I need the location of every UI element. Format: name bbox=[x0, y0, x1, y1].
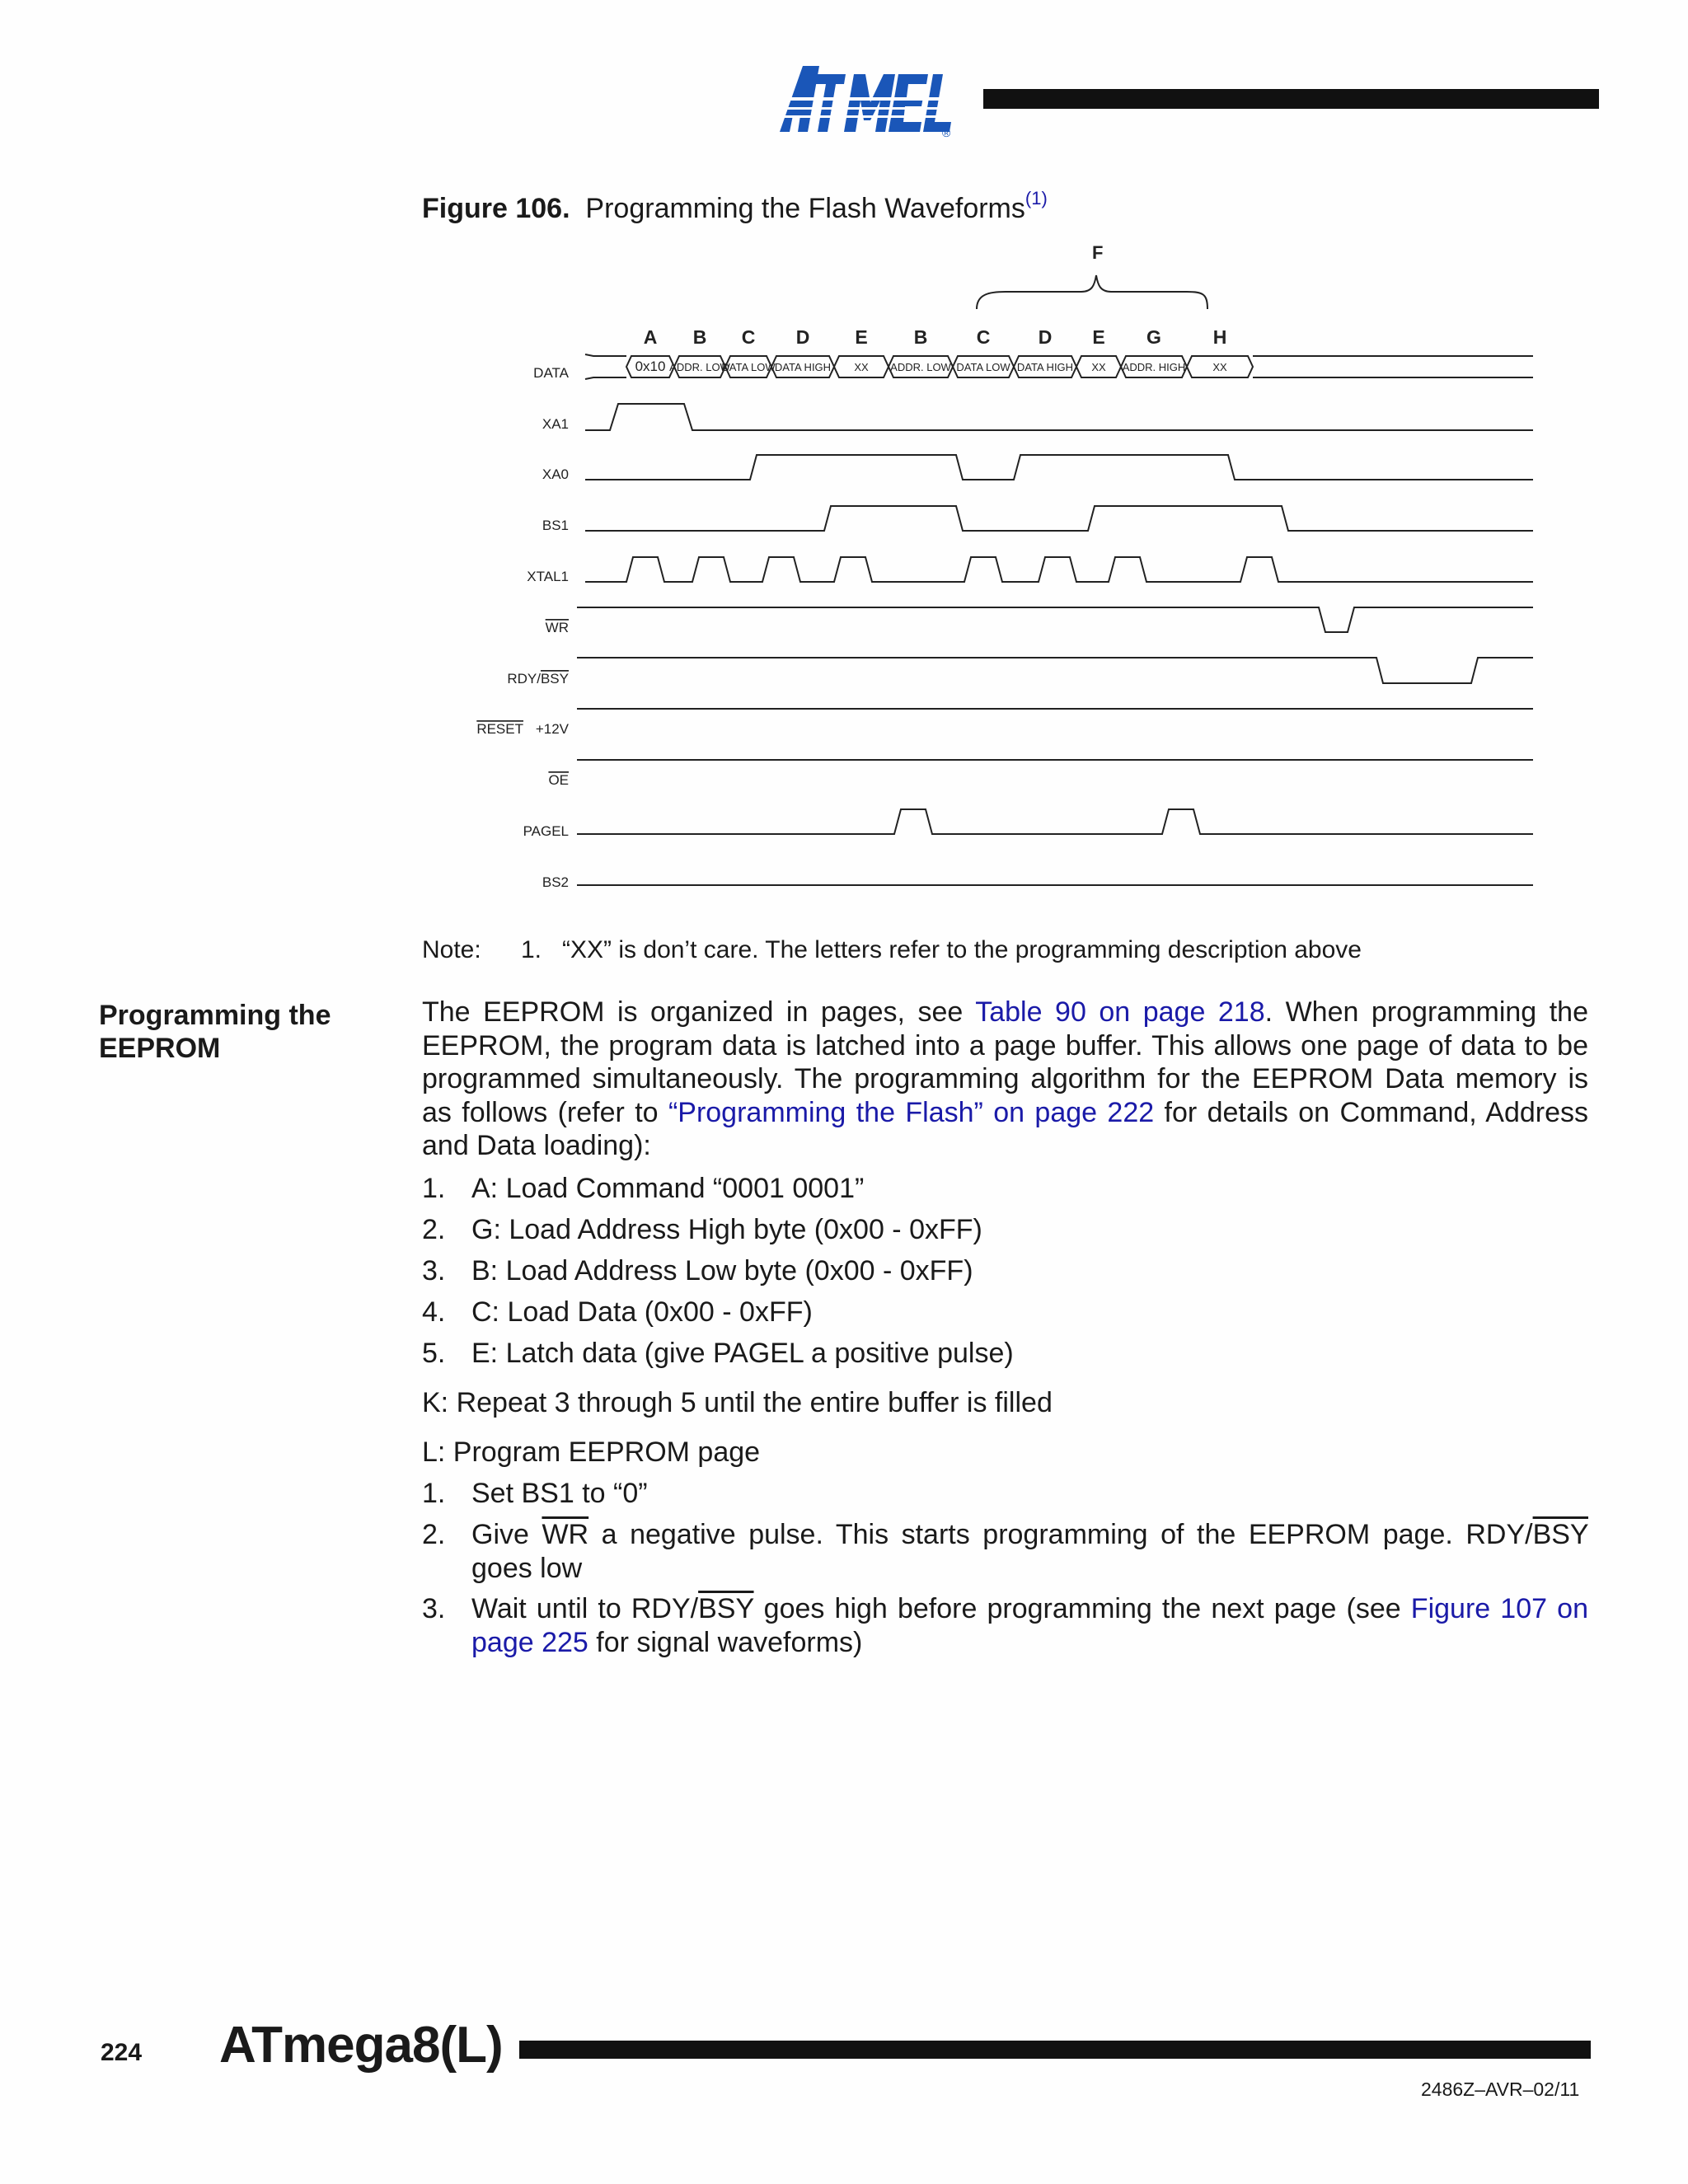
waveform-xa0 bbox=[585, 455, 1533, 480]
data-bus-top bbox=[585, 354, 626, 356]
document-code: 2486Z–AVR–02/11 bbox=[1421, 2079, 1580, 2100]
flash-waveform-diagram bbox=[462, 232, 1550, 898]
waveform-xtal1 bbox=[585, 557, 1533, 582]
k-line: K: Repeat 3 through 5 until the entire buffer is filled bbox=[422, 1387, 1053, 1418]
phase-letter: C bbox=[741, 326, 756, 348]
data-bus-cell-label: 0x10 bbox=[635, 359, 666, 374]
figure-label: Figure 106. bbox=[422, 193, 570, 224]
waveform-pagel bbox=[577, 809, 1533, 834]
signal-label-wr: WR bbox=[545, 620, 569, 635]
atmel-logo bbox=[775, 56, 960, 138]
signal-label-xa1: XA1 bbox=[542, 416, 569, 432]
data-bus-bottom bbox=[585, 377, 626, 379]
registered-mark: ® bbox=[942, 126, 951, 138]
figure-caption bbox=[422, 188, 1048, 225]
figure-note bbox=[422, 936, 1362, 964]
signal-label-reset: RESET bbox=[476, 721, 523, 737]
phase-letter: B bbox=[692, 326, 707, 348]
waveform-wr bbox=[577, 607, 1533, 632]
signal-label-pagel: PAGEL bbox=[523, 823, 569, 839]
waveform-xa1 bbox=[585, 404, 1533, 430]
phase-letter: B bbox=[913, 326, 928, 348]
signal-label-data: DATA bbox=[533, 365, 569, 381]
link-figure-107[interactable]: Figure 107 on page 225 bbox=[471, 1593, 1588, 1658]
header-bar bbox=[983, 89, 1599, 109]
phase-letter: G bbox=[1146, 326, 1161, 348]
footer-bar bbox=[519, 2041, 1591, 2059]
data-bus-cell-label: DATA HIGH bbox=[1016, 361, 1074, 373]
phase-letter: C bbox=[976, 326, 991, 348]
data-bus-cell-label: XX bbox=[1091, 361, 1106, 373]
brace-label-f: F bbox=[1092, 242, 1104, 263]
signal-label-bs2: BS2 bbox=[542, 874, 569, 890]
phase-letter: E bbox=[1092, 326, 1105, 348]
phase-letter: D bbox=[795, 326, 810, 348]
waveform-rdy-bsy bbox=[577, 658, 1533, 683]
page-number: 224 bbox=[101, 2039, 143, 2066]
l-line: L: Program EEPROM page bbox=[422, 1436, 761, 1468]
note-item: 1. “XX” is don’t care. The letters refer to the programming description above bbox=[521, 936, 1362, 963]
link-programming-flash[interactable]: “Programming the Flash” on page 222 bbox=[668, 1096, 1155, 1128]
section-heading: Programming the EEPROM bbox=[99, 1000, 331, 1064]
figure-footnote-ref[interactable]: (1) bbox=[1025, 188, 1048, 209]
data-bus-cell-label: DATA LOW bbox=[956, 361, 1010, 373]
phase-letter: H bbox=[1212, 326, 1227, 348]
signal-label-12v: +12V bbox=[535, 721, 569, 737]
footer-title: ATmega8(L) bbox=[219, 2017, 503, 2074]
data-bus-cell-label: DATA LOW bbox=[721, 361, 776, 373]
signal-label-oe: OE bbox=[548, 772, 569, 788]
signal-label-bs1: BS1 bbox=[542, 518, 569, 533]
signal-label-rdy-bsy: RDY/BSY bbox=[507, 671, 569, 687]
data-bus-cell-label: ADDR. LOW bbox=[890, 361, 951, 373]
data-bus-cell-label: XX bbox=[1212, 361, 1227, 373]
brace-f bbox=[977, 275, 1207, 309]
signal-label-xtal1: XTAL1 bbox=[527, 569, 569, 584]
link-table-90[interactable]: Table 90 on page 218 bbox=[975, 996, 1265, 1028]
note-label: Note: bbox=[422, 936, 481, 963]
data-bus-cell-label: ADDR. LOW bbox=[669, 361, 730, 373]
phase-letter: A bbox=[643, 326, 658, 348]
data-bus-cell-label: DATA HIGH bbox=[774, 361, 832, 373]
phase-letter: D bbox=[1038, 326, 1053, 348]
data-bus-cell-label: XX bbox=[854, 361, 869, 373]
figure-title: Programming the Flash Waveforms bbox=[585, 193, 1025, 224]
waveform-bs1 bbox=[585, 506, 1533, 531]
data-bus-cell-label: ADDR. HIGH bbox=[1122, 361, 1186, 373]
signal-label-xa0: XA0 bbox=[542, 466, 569, 482]
intro-paragraph: The EEPROM is organized in pages, see Table 90 on page 218. When programming the EEPROM, the program data is latched into a page buffer. This allows one page of data to be programmed simultaneously. The programming algorithm for the EEPROM Data memory is as follows (refer to “Programming the Flash” on page 222 for details on Command, Address and Data loading): bbox=[422, 996, 1588, 1161]
phase-letter: E bbox=[855, 326, 868, 348]
